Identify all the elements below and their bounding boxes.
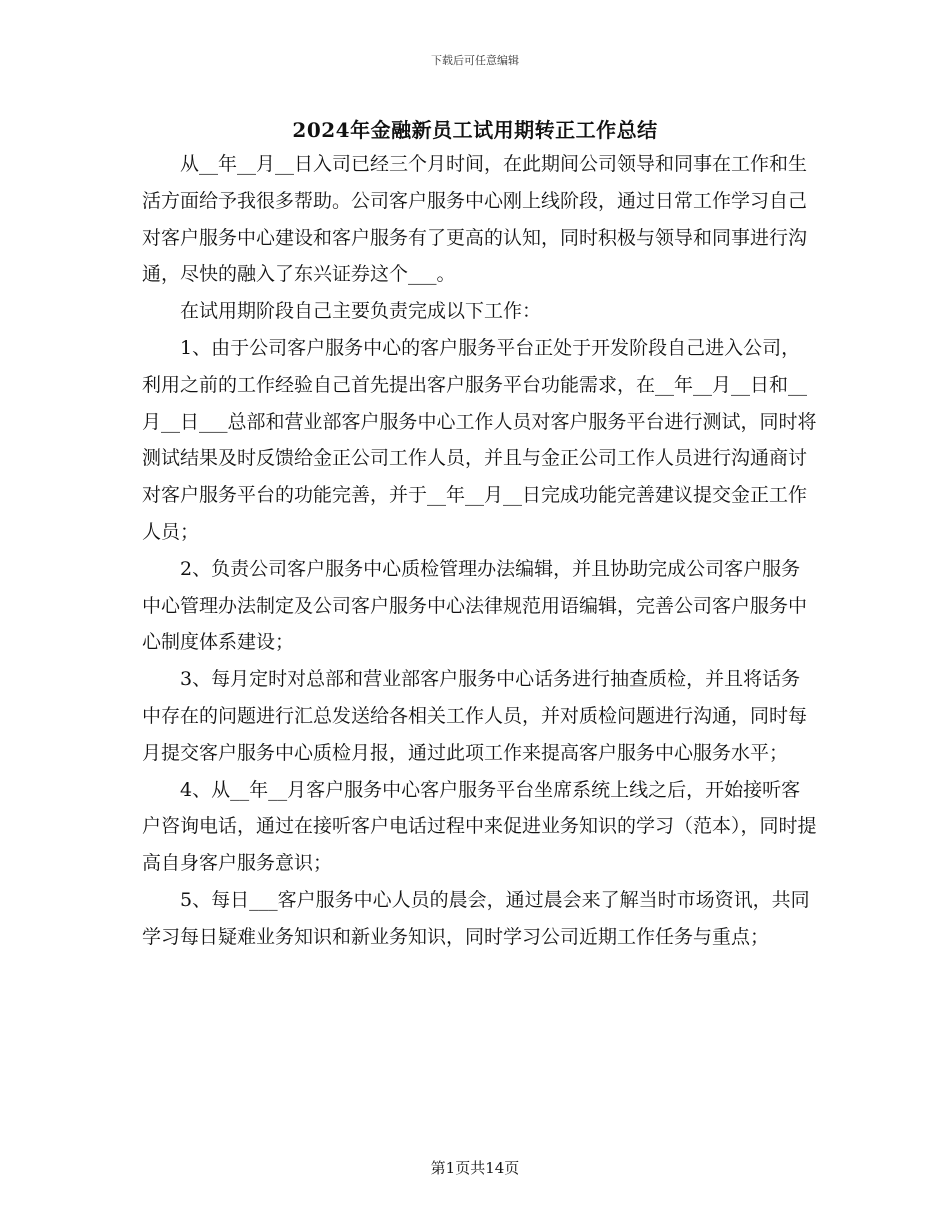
page-header: 下载后可任意编辑 <box>431 54 519 67</box>
paragraph-item-2: 2、负责公司客户服务中心质检管理办法编辑，并且协助完成公司客户服务中心管理办法制定及公司客户服务中心法律规范用语编辑，完善公司客户服务中心制度体系建设； <box>142 557 808 654</box>
document-body <box>142 146 817 956</box>
paragraph-summary-lead: 在试用期阶段自己主要负责完成以下工作： <box>180 300 542 323</box>
paragraph-item-1: 1、由于公司客户服务中心的客户服务平台正处于开发阶段自己进入公司，利用之前的工作经验自己首先提出客户服务平台功能需求，在__年__月__日和__月__日___总部和营业部客户服务中心工作人员对客户服务平台进行测试，同时将测试结果及时反馈给金正公司工作人员，并且与金正公司工作人员进行沟通商讨对客户服务平台的功能完善，并于__年__月__日完成功能完善建议提交金正工作人员； <box>142 336 817 543</box>
paragraph-item-4: 4、从__年__月客户服务中心客户服务平台坐席系统上线之后，开始接听客户咨询电话，通过在接听客户电话过程中来促进业务知识的学习（范本），同时提高自身客户服务意识； <box>142 778 817 875</box>
page-number: 第1页共14页 <box>430 1159 520 1177</box>
document-title: 2024年金融新员工试用期转正工作总结 <box>292 118 658 142</box>
paragraph-item-5: 5、每日___客户服务中心人员的晨会，通过晨会来了解当时市场资讯，共同学习每日疑难业务知识和新业务知识，同时学习公司近期工作任务与重点； <box>142 888 810 948</box>
paragraph-item-3: 3、每月定时对总部和营业部客户服务中心话务进行抽查质检，并且将话务中存在的问题进行汇总发送给各相关工作人员，并对质检问题进行沟通，同时每月提交客户服务中心质检月报，通过此项工作来提高客户服务中心服务水平； <box>142 668 808 764</box>
paragraph-intro: 从__年__月__日入司已经三个月时间，在此期间公司领导和同事在工作和生活方面给予我很多帮助。公司客户服务中心刚上线阶段，通过日常工作学习自己对客户服务中心建设和客户服务有了更高的认知，同时积极与领导和同事进行沟通，尽快的融入了东兴证券这个___。 <box>142 153 808 286</box>
